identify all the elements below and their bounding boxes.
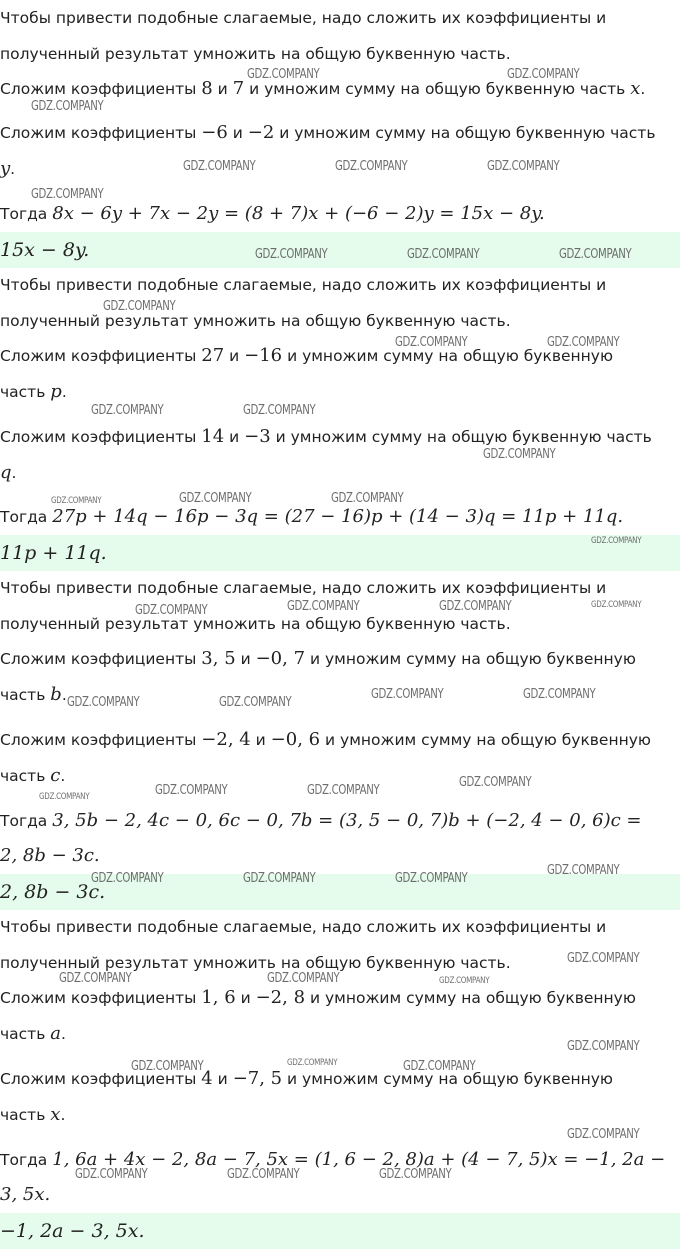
step-1: Сложим коэффициенты 8 и 7 и умножим сумму на общую буквенную часть x. xyxy=(0,78,646,99)
intro-line-1: Чтобы привести подобные слагаемые, надо сложить их коэффициенты и xyxy=(0,918,607,936)
watermark: GDZ.COMPANY xyxy=(523,687,596,702)
intro-line-2: полученный результат умножить на общую буквенную часть. xyxy=(0,954,511,972)
watermark: GDZ.COMPANY xyxy=(335,159,408,174)
step-2-variable: q. xyxy=(0,462,17,483)
watermark: GDZ.COMPANY xyxy=(331,491,404,506)
watermark: GDZ.COMPANY xyxy=(379,1167,452,1182)
watermark: GDZ.COMPANY xyxy=(103,299,176,314)
watermark: GDZ.COMPANY xyxy=(131,1059,204,1074)
intro-line-2: полученный результат умножить на общую буквенную часть. xyxy=(0,615,511,633)
step-2: Сложим коэффициенты −6 и −2 и умножим сумму на общую буквенную часть xyxy=(0,122,656,143)
solution-line-cont: 2, 8b − 3c. xyxy=(0,845,100,866)
step-1: Сложим коэффициенты 1, 6 и −2, 8 и умножим сумму на общую буквенную xyxy=(0,987,636,1008)
watermark: GDZ.COMPANY xyxy=(591,536,642,546)
step-2-variable: часть x. xyxy=(0,1104,66,1125)
watermark: GDZ.COMPANY xyxy=(91,403,164,418)
watermark: GDZ.COMPANY xyxy=(371,687,444,702)
solution-line-cont: 3, 5x. xyxy=(0,1184,51,1205)
watermark: GDZ.COMPANY xyxy=(459,775,532,790)
watermark: GDZ.COMPANY xyxy=(487,159,560,174)
watermark: GDZ.COMPANY xyxy=(247,67,320,82)
watermark: GDZ.COMPANY xyxy=(51,496,102,506)
watermark: GDZ.COMPANY xyxy=(547,335,620,350)
watermark: GDZ.COMPANY xyxy=(559,247,632,262)
watermark: GDZ.COMPANY xyxy=(31,187,104,202)
intro-line-2: полученный результат умножить на общую буквенную часть. xyxy=(0,45,511,63)
step-1-variable: часть a. xyxy=(0,1023,66,1044)
step-2: Сложим коэффициенты 4 и −7, 5 и умножим сумму на общую буквенную xyxy=(0,1068,613,1089)
step-1-variable: часть p. xyxy=(0,381,67,402)
watermark: GDZ.COMPANY xyxy=(75,1167,148,1182)
answer-box: −1, 2a − 3, 5x. xyxy=(0,1213,680,1249)
watermark: GDZ.COMPANY xyxy=(567,1039,640,1054)
watermark: GDZ.COMPANY xyxy=(59,971,132,986)
watermark: GDZ.COMPANY xyxy=(255,247,328,262)
watermark: GDZ.COMPANY xyxy=(591,600,642,610)
watermark: GDZ.COMPANY xyxy=(395,335,468,350)
answer-box: 15x − 8y. xyxy=(0,232,680,268)
watermark: GDZ.COMPANY xyxy=(547,863,620,878)
watermark: GDZ.COMPANY xyxy=(483,447,556,462)
step-2: Сложим коэффициенты 14 и −3 и умножим сумму на общую буквенную часть xyxy=(0,426,652,447)
watermark: GDZ.COMPANY xyxy=(407,247,480,262)
watermark: GDZ.COMPANY xyxy=(567,951,640,966)
intro-line-1: Чтобы привести подобные слагаемые, надо сложить их коэффициенты и xyxy=(0,9,607,27)
intro-line-1: Чтобы привести подобные слагаемые, надо сложить их коэффициенты и xyxy=(0,276,607,294)
intro-line-1: Чтобы привести подобные слагаемые, надо сложить их коэффициенты и xyxy=(0,579,607,597)
watermark: GDZ.COMPANY xyxy=(267,971,340,986)
watermark: GDZ.COMPANY xyxy=(155,783,228,798)
solution-line: Тогда 1, 6a + 4x − 2, 8a − 7, 5x = (1, 6 − 2, 8)a + (4 − 7, 5)x = −1, 2a − xyxy=(0,1149,666,1170)
watermark: GDZ.COMPANY xyxy=(287,1058,338,1068)
answer-box: 2, 8b − 3c. xyxy=(0,874,680,910)
solution-line: Тогда 8x − 6y + 7x − 2y = (8 + 7)x + (−6 − 2)y = 15x − 8y. xyxy=(0,203,545,224)
step-2-variable: часть c. xyxy=(0,765,66,786)
watermark: GDZ.COMPANY xyxy=(219,695,292,710)
watermark: GDZ.COMPANY xyxy=(507,67,580,82)
watermark: GDZ.COMPANY xyxy=(243,403,316,418)
watermark: GDZ.COMPANY xyxy=(439,976,490,986)
step-2: Сложим коэффициенты −2, 4 и −0, 6 и умножим сумму на общую буквенную xyxy=(0,729,651,750)
solution-line: Тогда 3, 5b − 2, 4c − 0, 6c − 0, 7b = (3, 5 − 0, 7)b + (−2, 4 − 0, 6)c = xyxy=(0,810,642,831)
watermark: GDZ.COMPANY xyxy=(439,599,512,614)
watermark: GDZ.COMPANY xyxy=(135,603,208,618)
answer-box: 11p + 11q. xyxy=(0,535,680,571)
step-1-variable: часть b. xyxy=(0,684,67,705)
watermark: GDZ.COMPANY xyxy=(183,159,256,174)
step-1: Сложим коэффициенты 3, 5 и −0, 7 и умножим сумму на общую буквенную xyxy=(0,648,636,669)
watermark: GDZ.COMPANY xyxy=(307,783,380,798)
watermark: GDZ.COMPANY xyxy=(287,599,360,614)
watermark: GDZ.COMPANY xyxy=(395,871,468,886)
watermark: GDZ.COMPANY xyxy=(179,491,252,506)
watermark: GDZ.COMPANY xyxy=(67,695,140,710)
watermark: GDZ.COMPANY xyxy=(403,1059,476,1074)
watermark: GDZ.COMPANY xyxy=(227,1167,300,1182)
watermark: GDZ.COMPANY xyxy=(91,871,164,886)
step-1: Сложим коэффициенты 27 и −16 и умножим сумму на общую буквенную xyxy=(0,345,613,366)
watermark: GDZ.COMPANY xyxy=(567,1127,640,1142)
intro-line-2: полученный результат умножить на общую буквенную часть. xyxy=(0,312,511,330)
watermark: GDZ.COMPANY xyxy=(31,99,104,114)
step-2-variable: y. xyxy=(0,158,16,179)
solution-line: Тогда 27p + 14q − 16p − 3q = (27 − 16)p + (14 − 3)q = 11p + 11q. xyxy=(0,506,624,527)
watermark: GDZ.COMPANY xyxy=(243,871,316,886)
watermark: GDZ.COMPANY xyxy=(39,792,90,802)
